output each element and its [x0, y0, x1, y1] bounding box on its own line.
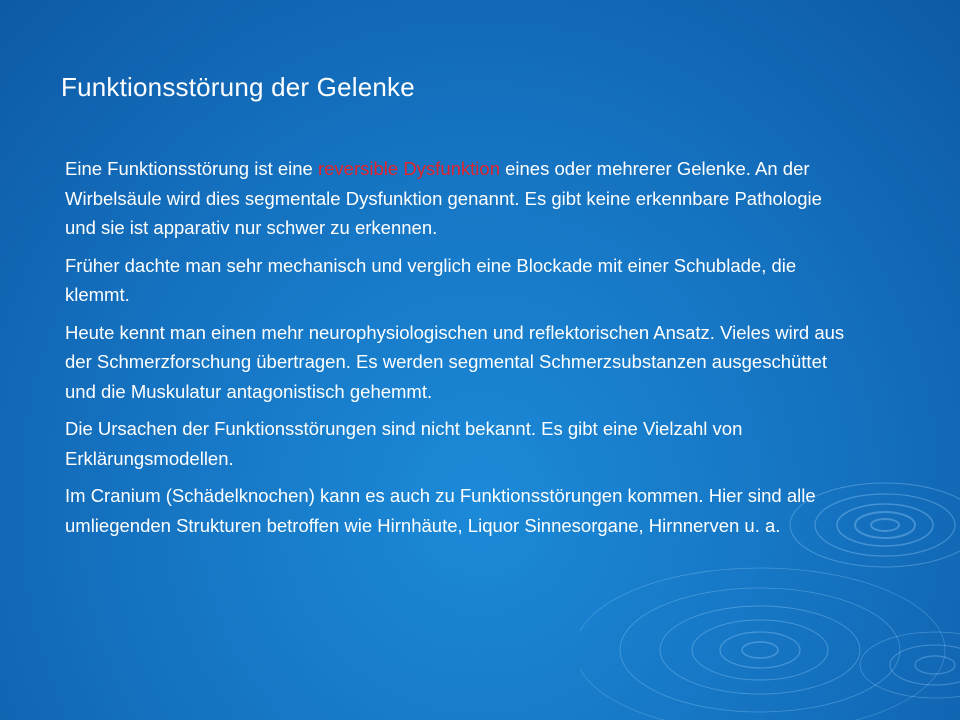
paragraph-3: Heute kennt man einen mehr neurophysiologischen und reflektorischen Ansatz. Vieles wird aus der Schmerzforschung übertragen. Es werden segmental Schmerzsubstanzen ausgeschüttet und die Muskulatur antagonistisch gehemmt.: [65, 321, 845, 402]
slide-body: [65, 154, 855, 548]
paragraph-2: Früher dachte man sehr mechanisch und verglich eine Blockade mit einer Schublade, die klemmt.: [65, 254, 797, 305]
highlighted-term: reversible Dysfunktion: [317, 158, 500, 179]
paragraph-1: [65, 154, 855, 243]
paragraph-5: Im Cranium (Schädelknochen) kann es auch zu Funktionsstörungen kommen. Hier sind alle umliegenden Strukturen betroffen wie Hirnhäute, Liquor Sinnesorgane, Hirnnerven u. a.: [65, 485, 816, 536]
paragraph-4: Die Ursachen der Funktionsstörungen sind nicht bekannt. Es gibt eine Vielzahl von Erklärungsmodellen.: [65, 418, 743, 469]
paragraph-1-text-before: Eine Funktionsstörung ist eine: [65, 158, 318, 179]
paragraph-1-text-after: eines oder mehrerer Gelenke. An der Wirbelsäule wird dies segmentale Dysfunktion genannt. Es gibt keine erkennbare Pathologie und sie ist apparativ nur schwer zu erkennen.: [65, 158, 822, 238]
slide-title: Funktionsstörung der Gelenke: [61, 72, 415, 102]
